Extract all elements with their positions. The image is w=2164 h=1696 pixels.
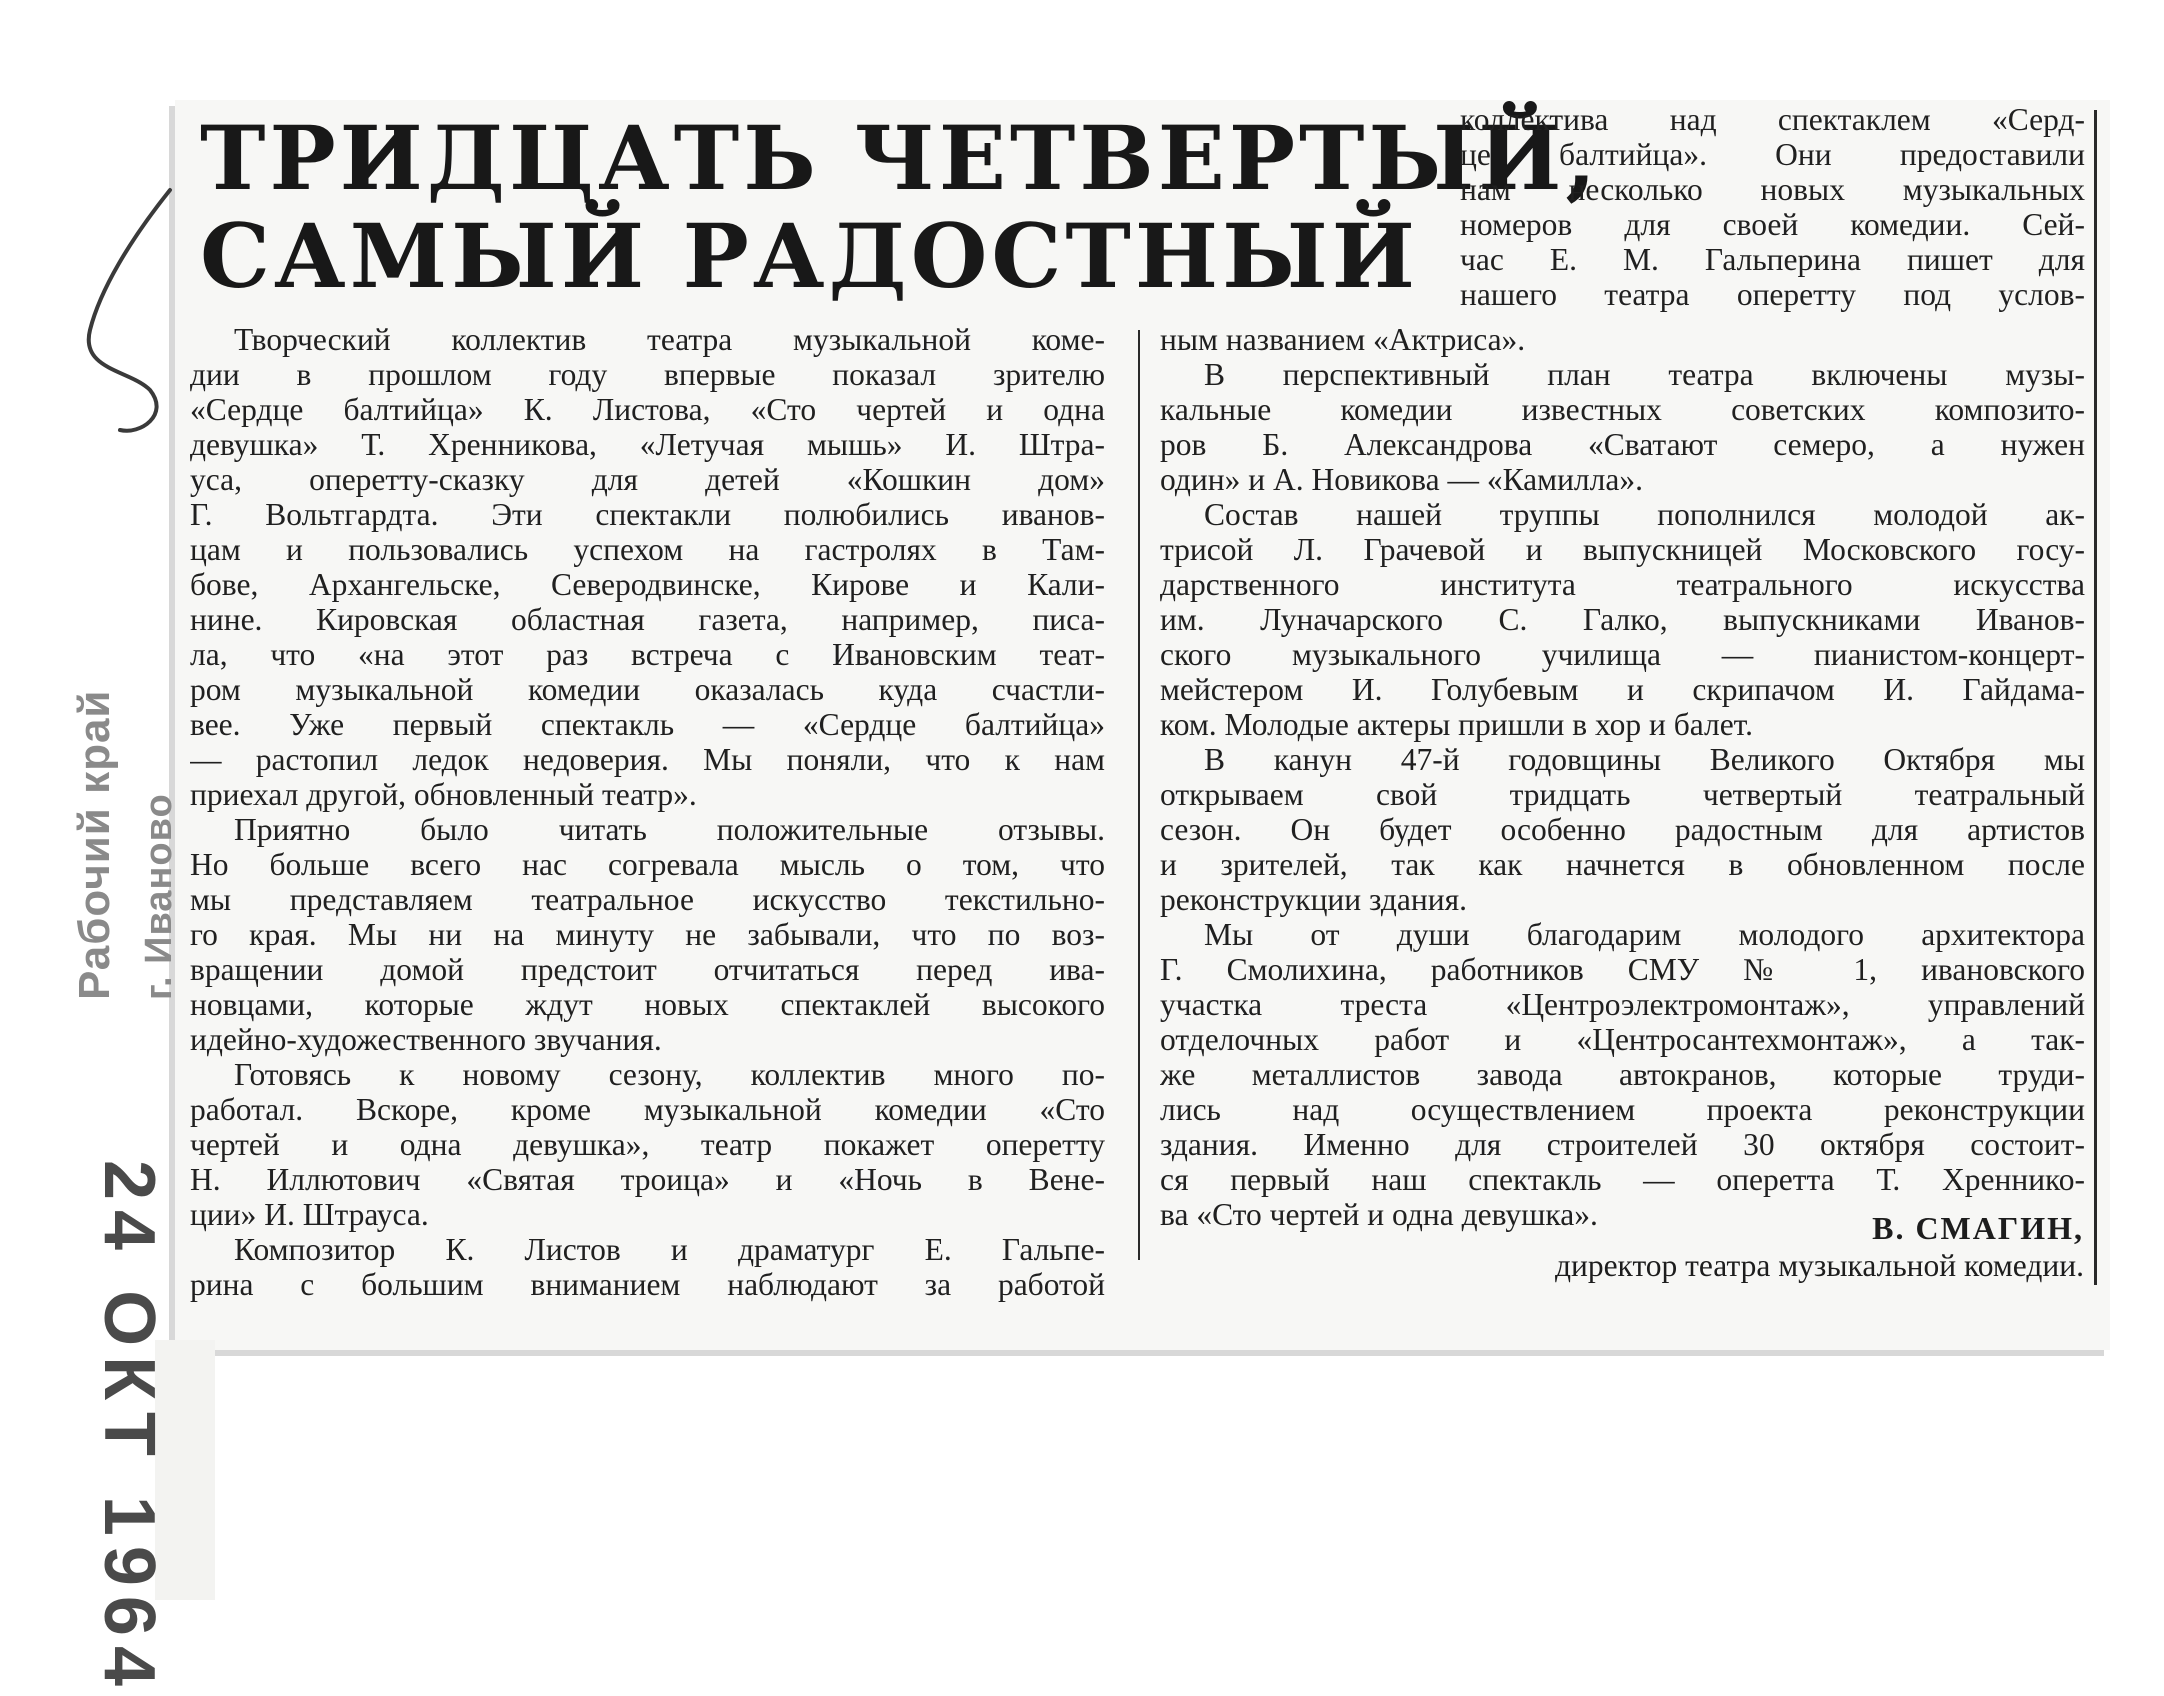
text-line: нашего театра оперетту под услов- xyxy=(1460,277,2085,312)
pencil-mark xyxy=(60,180,190,440)
text-line: здания. Именно для строителей 30 октября состоит- xyxy=(1160,1127,2085,1162)
text-line: вее. Уже первый спектакль — «Сердце балтийца» xyxy=(190,707,1105,742)
text-line: Мы от души благодарим молодого архитектора xyxy=(1204,917,2085,952)
author-signature: В. СМАГИН, xyxy=(1872,1210,2084,1246)
text-line: дарственного института театрального искусства xyxy=(1160,567,2085,602)
text-line: отделочных работ и «Центросантехмонтаж», а так- xyxy=(1160,1022,2085,1057)
text-line: це балтийца». Они предоставили xyxy=(1460,137,2085,172)
text-line: Состав нашей труппы пополнился молодой ак- xyxy=(1204,497,2085,532)
text-line: уса, оперетту-сказку для детей «Кошкин дом» xyxy=(190,462,1105,497)
text-line: сезон. Он будет особенно радостным для артистов xyxy=(1160,812,2085,847)
text-line: Г. Смолихина, работников СМУ № 1, ивановского xyxy=(1160,952,2085,987)
text-line: мы представляем театральное искусство текстильно- xyxy=(190,882,1105,917)
text-line: рина с большим вниманием наблюдают за работой xyxy=(190,1267,1105,1302)
text-line: мейстером И. Голубевым и скрипачом И. Гайдама- xyxy=(1160,672,2085,707)
text-line: ла, что «на этот раз встреча с Ивановским теат- xyxy=(190,637,1105,672)
text-line: ком. Молодые актеры пришли в хор и балет. xyxy=(1160,707,1753,742)
text-line: Творческий коллектив театра музыкальной коме- xyxy=(234,322,1105,357)
text-line: ром музыкальной комедии оказалась куда счастли- xyxy=(190,672,1105,707)
text-line: Но больше всего нас согревала мысль о том, что xyxy=(190,847,1105,882)
text-line: ся первый наш спектакль — оперетта Т. Хреннико- xyxy=(1160,1162,2085,1197)
text-line: кальные комедии известных советских композито- xyxy=(1160,392,2085,427)
article-title-line-2: САМЫЙ РАДОСТНЫЙ xyxy=(200,204,1419,308)
text-line: бове, Архангельске, Северодвинске, Кирове и Кали- xyxy=(190,567,1105,602)
column-divider xyxy=(1138,330,1140,1260)
article-title-line-1: ТРИДЦАТЬ ЧЕТВЕРТЫЙ, xyxy=(200,106,1601,210)
text-line: чертей и одна девушка», театр покажет оперетту xyxy=(190,1127,1105,1162)
text-line: ции» И. Штрауса. xyxy=(190,1197,429,1232)
text-line: нине. Кировская областная газета, например, писа- xyxy=(190,602,1105,637)
text-line: работал. Вскоре, кроме музыкальной комедии «Сто xyxy=(190,1092,1105,1127)
text-line: и зрителей, так как начнется в обновленном после xyxy=(1160,847,2085,882)
text-line: ным названием «Актриса». xyxy=(1160,322,1526,357)
text-line: девушка» Т. Хренникова, «Летучая мышь» И. Штра- xyxy=(190,427,1105,462)
text-line: Г. Вольтгардта. Эти спектакли полюбились иванов- xyxy=(190,497,1105,532)
text-line: приехал другой, обновленный театр». xyxy=(190,777,697,812)
text-line: реконструкции здания. xyxy=(1160,882,1467,917)
text-line: Готовясь к новому сезону, коллектив много по- xyxy=(234,1057,1105,1092)
text-line: Н. Иллютович «Святая троица» и «Ночь в Вене- xyxy=(190,1162,1105,1197)
date-stamp: 24 ОКТ 1964 xyxy=(89,1160,169,1696)
text-line: номеров для своей комедии. Сей- xyxy=(1460,207,2085,242)
text-line: дии в прошлом году впервые показал зрителю xyxy=(190,357,1105,392)
article-column-2 xyxy=(1160,322,2085,1232)
text-line: нам несколько новых музыкальных xyxy=(1460,172,2085,207)
text-line: идейно-художественного звучания. xyxy=(190,1022,662,1057)
text-line: трисой Л. Грачевой и выпускницей Московского госу- xyxy=(1160,532,2085,567)
text-line: час Е. М. Гальперина пишет для xyxy=(1460,242,2085,277)
article-column-1 xyxy=(190,322,1105,1302)
text-line: Приятно было читать положительные отзывы. xyxy=(234,812,1105,847)
text-line: го края. Мы ни на минуту не забывали, что по воз- xyxy=(190,917,1105,952)
city-stamp: г. Иваново xyxy=(138,793,180,1000)
text-line: лись над осуществлением проекта реконструкции xyxy=(1160,1092,2085,1127)
author-position: директор театра музыкальной комедии. xyxy=(1554,1248,2084,1283)
text-line: один» и А. Новикова — «Камилла». xyxy=(1160,462,1643,497)
text-line: им. Луначарского С. Галко, выпускниками Иванов- xyxy=(1160,602,2085,637)
text-line: вращении домой предстоит отчитаться перед ива- xyxy=(190,952,1105,987)
text-line: ского музыкального училища — пианистом-концерт- xyxy=(1160,637,2085,672)
text-line: новцами, которые ждут новых спектаклей высокого xyxy=(190,987,1105,1022)
text-line: цам и пользовались успехом на гастролях в Там- xyxy=(190,532,1105,567)
article-column-3-top xyxy=(1460,102,2085,312)
text-line: — растопил ледок недоверия. Мы поняли, что к нам xyxy=(190,742,1105,777)
text-line: коллектива над спектаклем «Серд- xyxy=(1460,102,2085,137)
text-line: участка треста «Центроэлектромонтаж», управлений xyxy=(1160,987,2085,1022)
newspaper-name-stamp: Рабочий край xyxy=(70,689,119,1000)
text-line: ва «Сто чертей и одна девушка». xyxy=(1160,1197,1598,1232)
text-line: Композитор К. Листов и драматург Е. Гальпе- xyxy=(234,1232,1105,1267)
text-line: В канун 47-й годовщины Великого Октября мы xyxy=(1204,742,2085,777)
text-line: В перспективный план театра включены музы- xyxy=(1204,357,2085,392)
text-line: «Сердце балтийца» К. Листова, «Сто чертей и одна xyxy=(190,392,1105,427)
text-line: же металлистов завода автокранов, которые труди- xyxy=(1160,1057,2085,1092)
text-line: ров Б. Александрова «Сватают семеро, а нужен xyxy=(1160,427,2085,462)
clipping-right-border xyxy=(2094,110,2097,1285)
text-line: открываем свой тридцать четвертый театральный xyxy=(1160,777,2085,812)
